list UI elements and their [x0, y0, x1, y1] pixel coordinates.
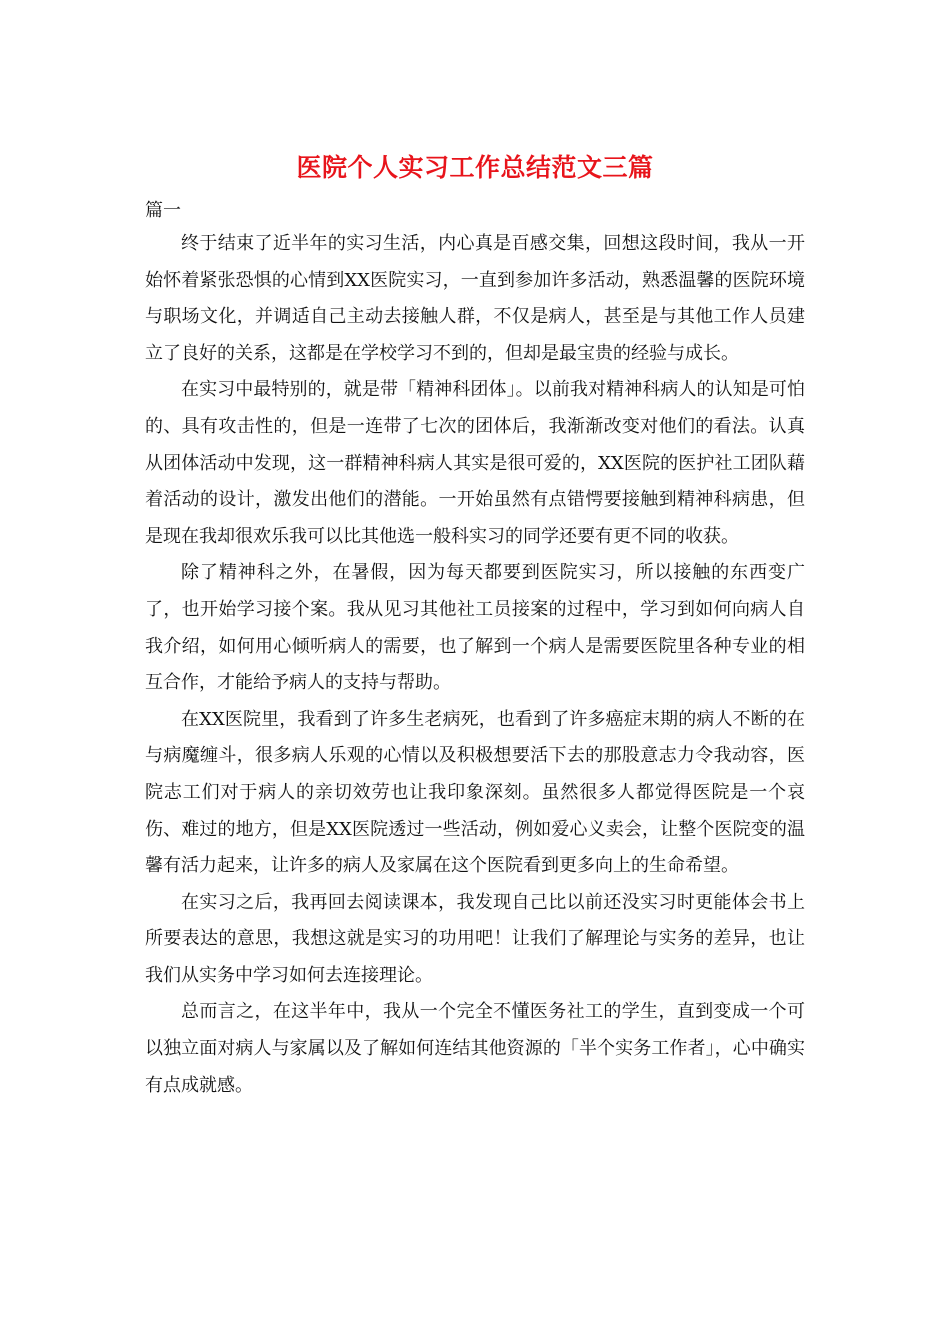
paragraph: 总而言之，在这半年中，我从一个完全不懂医务社工的学生，直到变成一个可以独立面对病人与家属以及了解如何连结其他资源的「半个实务工作者」，心中确实有点成就感。	[145, 1001, 805, 1096]
paragraph: 在XX医院里，我看到了许多生老病死，也看到了许多癌症末期的病人不断的在与病魔缠斗，很多病人乐观的心情以及积极想要活下去的那股意志力令我动容，医院志工们对于病人的亲切效劳也让我印象深刻。虽然很多人都觉得医院是一个哀伤、难过的地方，但是XX医院透过一些活动，例如爱心义卖会，让整个医院变的温馨有活力起来，让许多的病人及家属在这个医院看到更多向上的生命希望。	[145, 708, 805, 877]
paragraph: 在实习之后，我再回去阅读课本，我发现自己比以前还没实习时更能体会书上所要表达的意思，我想这就是实习的功用吧！让我们了解理论与实务的差异，也让我们从实务中学习如何去连接理论。	[145, 891, 805, 986]
document-title: 医院个人实习工作总结范文三篇	[296, 153, 654, 182]
paragraph: 终于结束了近半年的实习生活，内心真是百感交集，回想这段时间，我从一开始怀着紧张恐惧的心情到XX医院实习，一直到参加许多活动，熟悉温馨的医院环境与职场文化，并调适自己主动去接触人群，不仅是病人，甚至是与其他工作人员建立了良好的关系，这都是在学校学习不到的，但却是最宝贵的经验与成长。	[145, 233, 805, 364]
paragraph: 在实习中最特别的，就是带「精神科团体」。以前我对精神科病人的认知是可怕的、具有攻击性的，但是一连带了七次的团体后，我渐渐改变对他们的看法。认真从团体活动中发现，这一群精神科病人其实是很可爱的，XX医院的医护社工团队藉着活动的设计，激发出他们的潜能。一开始虽然有点错愕要接触到精神科病患，但是现在我却很欢乐我可以比其他选一般科实习的同学还要有更不同的收获。	[145, 379, 805, 547]
paragraph: 除了精神科之外，在暑假，因为每天都要到医院实习，所以接触的东西变广了，也开始学习接个案。我从见习其他社工员接案的过程中，学习到如何向病人自我介绍，如何用心倾听病人的需要，也了解到一个病人是需要医院里各种专业的相互合作，才能给予病人的支持与帮助。	[145, 562, 805, 694]
document-body	[145, 226, 805, 1104]
section-label: 篇一	[145, 200, 181, 221]
